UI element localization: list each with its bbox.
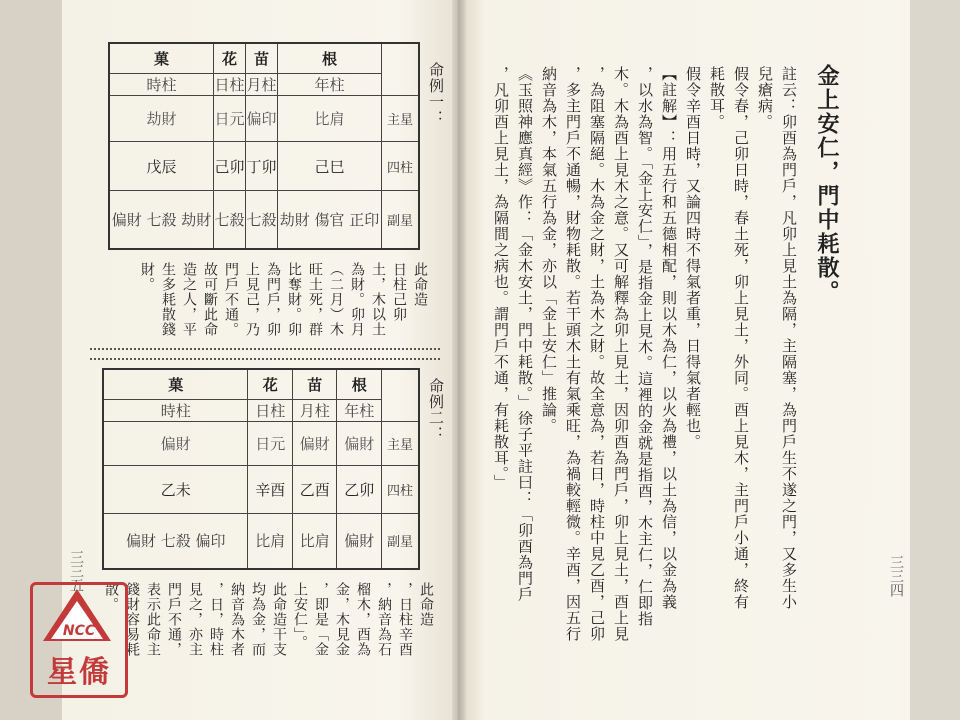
main-star: 偏財: [337, 421, 382, 465]
header-root: 根: [278, 43, 382, 73]
text-column: 散。: [103, 582, 119, 612]
main-star: 日元: [213, 95, 245, 141]
verse-title: 金上安仁，門中耗散。: [814, 64, 840, 304]
text-column: 土，木以土: [370, 262, 386, 337]
text-column: 上安仁」。: [292, 582, 308, 650]
text-column: （二月）木: [328, 262, 344, 337]
header-sprout: 苗: [292, 369, 337, 399]
row-label-main: 主星: [382, 421, 420, 465]
text-column: ，即是「金: [313, 582, 329, 657]
text-column: 財。: [139, 262, 155, 292]
header-fruit: 菓: [109, 43, 213, 73]
ncc-stamp-logo: [30, 582, 128, 698]
header-flower: 花: [213, 43, 245, 73]
stamp-name: 星僑: [47, 655, 111, 690]
main-star: 劫財: [109, 95, 213, 141]
text-column: ，以水為智。「金上安仁」，是指金上見木。這裡的金就是指酉，木主仁，仁即指: [636, 66, 654, 627]
pillar-name-year: 年柱: [337, 399, 382, 421]
stamp-top-text: NCC: [62, 623, 96, 639]
sub-star: 偏財: [337, 513, 382, 569]
row-label-sub: 副星: [382, 190, 420, 249]
text-column: 日柱己卯: [391, 262, 407, 322]
text-column: 故可斷此命: [202, 262, 218, 337]
main-star: 比肩: [278, 95, 382, 141]
text-column: 榴木，酉為: [355, 582, 371, 657]
sub-star: 七殺: [213, 190, 245, 249]
text-column: 納音為木者: [229, 582, 245, 657]
text-column: 為門戶，卯: [265, 262, 281, 337]
text-column: 比奪財。卯: [286, 262, 302, 337]
text-column: 為財。卯月: [349, 262, 365, 337]
pillar: 乙卯: [337, 465, 382, 513]
text-column: ，為阻塞隔絕。木為金之財，土為木之財。故全意為，若日，時柱中見乙酉，己卯: [588, 66, 606, 642]
text-column: 錢財容易耗: [124, 582, 140, 657]
row-label-pillars: 四柱: [382, 142, 420, 190]
sub-star: 偏財 七殺 偏印: [103, 513, 248, 569]
pillar: 乙未: [103, 465, 248, 513]
text-column: ，凡卯酉上見土，為隔間之病也。謂門戶不通，有耗散耳。」: [492, 66, 510, 491]
text-column: 門戶不通，: [166, 582, 182, 657]
header-root: 根: [337, 369, 382, 399]
text-column: ，多主門戶不通暢，財物耗散。若干頭木土有氣乘旺，為禍較輕微。辛酉，因五行: [564, 66, 582, 642]
pillar: 乙酉: [292, 465, 337, 513]
pillar-name-month: 月柱: [245, 73, 277, 95]
text-column: 金，木見金: [334, 582, 350, 657]
text-column: 木。木為酉上見木之意。又可解釋為卯上見土，因卯酉為門戶，卯上見土，酉上見: [612, 66, 630, 642]
text-column: 兒瘡病。: [756, 66, 774, 130]
pillar: 辛酉: [248, 465, 293, 513]
text-column: ，納音為石: [376, 582, 392, 657]
main-star: 日元: [248, 421, 293, 465]
text-column: 此命造干支: [271, 582, 287, 657]
left-page-number: 三三五: [68, 550, 84, 592]
pillar-name-month: 月柱: [292, 399, 337, 421]
pillar-name-day: 日柱: [213, 73, 245, 95]
header-fruit: 菓: [103, 369, 248, 399]
right-page-number: 三三四: [888, 555, 904, 597]
row-label-pillars: 四柱: [382, 465, 420, 513]
sub-star: 七殺: [245, 190, 277, 249]
section-divider: [90, 348, 440, 360]
sub-star: 比肩: [248, 513, 293, 569]
text-column: 註云：卯酉為門戶，凡卯上見土為隔，主隔塞，為門戶生不遂之門，又多生小: [780, 66, 798, 610]
text-column: 生多耗散錢: [160, 262, 176, 337]
sub-star: 劫財 傷官 正印: [278, 190, 382, 249]
text-column: 假令辛酉日時，又論四時不得氣者重，日得氣者輕也。: [684, 66, 702, 450]
text-column: 假令春，己卯日時，春土死，卯上見土，外同。酉上見木，主門戶小通，終有: [732, 66, 750, 610]
text-column: ，日柱辛酉: [397, 582, 413, 657]
pillar-name-hour: 時柱: [103, 399, 248, 421]
text-column: 門戶不通。: [223, 262, 239, 337]
example1-label: 命例一：: [427, 62, 445, 126]
text-column: 此命造: [418, 582, 434, 627]
text-column: 見之，亦主: [187, 582, 203, 657]
pillar: 戊辰: [109, 142, 213, 190]
header-sprout: 苗: [245, 43, 277, 73]
pillar-name-hour: 時柱: [109, 73, 213, 95]
header-flower: 花: [248, 369, 293, 399]
text-column: 表示此命主: [145, 582, 161, 657]
row-label-main: 主星: [382, 95, 420, 141]
text-column: ，日，時柱: [208, 582, 224, 657]
text-column: 此命造: [412, 262, 428, 307]
pillar: 己卯: [213, 142, 245, 190]
pillar: 丁卯: [245, 142, 277, 190]
text-column: 耗散耳。: [708, 66, 726, 130]
text-column: 均為金，而: [250, 582, 266, 657]
row-label-sub: 副星: [382, 513, 420, 569]
main-star: 偏財: [292, 421, 337, 465]
text-column: 旺土死，群: [307, 262, 323, 337]
text-column: 造之人，平: [181, 262, 197, 337]
bazi-table-1: [108, 42, 420, 250]
text-column: 納音為木，本氣五行為金，亦以「金上安仁」推論。: [540, 66, 558, 434]
main-star: 偏印: [245, 95, 277, 141]
sub-star: 偏財 七殺 劫財: [109, 190, 213, 249]
pillar-name-day: 日柱: [248, 399, 293, 421]
book-edge-right: [910, 0, 960, 720]
pillar: 己巳: [278, 142, 382, 190]
text-column: 《玉照神應真經》作：「金木安土，門中耗散。」徐子平註曰：「卯酉為門戶: [516, 66, 534, 603]
pillar-name-year: 年柱: [278, 73, 382, 95]
sub-star: 比肩: [292, 513, 337, 569]
text-column: 上見己，乃: [244, 262, 260, 337]
bazi-table-2: [102, 368, 420, 570]
text-column: 【註解】：用五行和五德相配，則以木為仁，以火為禮，以土為信，以金為義: [660, 66, 678, 610]
book-gutter: [452, 0, 466, 720]
example2-label: 命例二：: [427, 378, 445, 442]
main-star: 偏財: [103, 421, 248, 465]
